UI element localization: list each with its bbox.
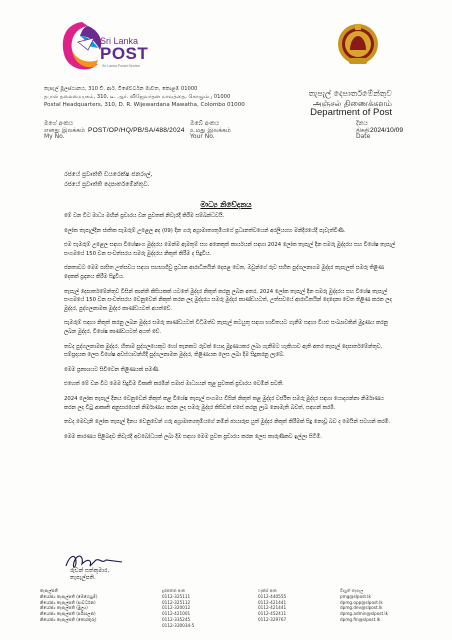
body-paragraph: එහෙත් මේ වන විට මෙම සිදුවීම විකෘති කරමින් සමාජ මාධ්‍යයන් තුළ පුවතක් ප්‍රචාරය වෙමින් පවතී. (64, 381, 284, 388)
letter-title: මාධ්‍ය නිවේදනය (200, 200, 252, 209)
date-label-si: දිනය (356, 120, 368, 127)
post-logo-icon (58, 16, 106, 76)
body-paragraph: තවද මෙවැනි ලෝක තැපැල් දිනය වෙනුවෙන් ගරු අග්‍රාමාත්‍යතුමියගේ නමින් ඡායාරූප යුත් මුද්දර නිකුත් කිරීමක් සිදු නොවූ බව ද මෙයින් සටහන් කරමි. (64, 419, 391, 426)
body-paragraph: මේ වන විට මාධ්‍ය මඟින් ප්‍රචාරය වන පුවතක් නිවැරදි කිරීම සම්බන්ධවයි. (64, 213, 225, 219)
date-label-en: Date (356, 133, 371, 140)
footer-phone: 0112-325111 (162, 593, 191, 599)
body-paragraph: මෙම කාරණය පිළිබඳව නිවැරදි අවබෝධයක් ලබා දීම සඳහා මෙම පුවත ප්‍රචාරය කරන ලෙස කාරුණිකව ඉල්ලා සිටිමි. (64, 433, 323, 440)
footer-titles (40, 588, 98, 623)
signer-name: රුවන් සත්කුමාර, (70, 568, 110, 574)
sri-lanka-post-logo (58, 16, 158, 76)
footer-fax: 0112-421441 (258, 599, 287, 605)
footer-phones (162, 588, 194, 629)
letter-body (64, 212, 396, 447)
body-paragraph: ලෝක තැපැල්දින ජාතික සැමරුම් උළෙල අද (09) දින ගරු අග්‍රාමාත්‍යතුමියගේ ප්‍රධානත්වයෙන් අරලියගහ මන්දිරයේදී පැවැත්විණි. (64, 227, 346, 234)
footer-email[interactable]: dpmg.admin@slpost.lk (340, 611, 389, 617)
address-tamil: தபால் தலைமையகம், 310, டீ. ஆர். விஜேவர்தன மாவத்தை, கொழும்பு 01000 (44, 94, 231, 100)
footer-email-head: විද්‍යුත් තැපැල (340, 588, 364, 593)
footer-title-item: නියෝජ්‍ය තැපැල්පති (මෙහෙයුම්) (40, 593, 98, 599)
dept-tamil: அஞ்சல் திணைக்களம் (312, 98, 392, 108)
footer-emails (340, 588, 388, 623)
my-no-label (44, 121, 85, 141)
footer-fax-head: ෆැක්ස් අංක (258, 588, 277, 593)
your-no-label-ta: உமது இலக்கம் (190, 126, 231, 134)
your-no-label-si: ඔබේ අංකය (190, 120, 220, 127)
date-value: 2024/10/09 (370, 127, 404, 134)
recipient-block (64, 170, 152, 190)
address-english: Postal Headquarters, 310, D. R. Wijewardana Mawatha, Colombo 01000 (44, 102, 245, 108)
signer-block (70, 568, 109, 582)
footer-email[interactable]: dpmg.dev@slpost.lk (340, 605, 383, 611)
footer-title-item: තැපැල්පති (40, 588, 59, 593)
footer-phone: 0112-335245 (162, 616, 191, 622)
my-no-value: POST/OP/HQ/PB/SA/488/2024 (88, 127, 185, 134)
your-no-label (190, 121, 231, 141)
footer-title-item: නියෝජ්‍ය තැපැල්පති (තොරතුරු) (40, 616, 97, 622)
body-paragraph: තවද පුද්ගලනාමක මුද්දර, හිතාම පුද්ගලයෙකුට හෝ තැනකට රුවක් යොදා මුද්‍රණයකර ලබා ගැනීමට හැකියාව ඇති අතර තැපැල් දෙපාර්තමේන්තුව, සම්ප්‍රදායක ලෙස විශේෂ අවස්ථාවන්හිදී පුද්ගලනාමක මුද්දර, තිළිණයක ලෙස ලබා දීම සිදුකරනු ලැබේ. (64, 343, 383, 359)
footer-fax: 0112-421441 (258, 605, 287, 611)
footer-fax: 0112-329767 (258, 616, 287, 622)
footer-fax: 0112-440555 (258, 593, 287, 599)
footer-phone: 0112-330034-5 (162, 622, 195, 628)
my-no-label-si: මගේ අංකය (44, 120, 74, 127)
address-sinhala: තැපැල් මූලස්ථානය, 310 ඩී. ආර්. විජේවර්ධන මාවත, කොළඹ 01000 (44, 86, 198, 92)
date-label (356, 121, 370, 141)
my-no-label-en: My No. (44, 133, 65, 140)
brand-tagline: Sri Lanka Postal Service (102, 64, 141, 68)
footer-phone: 0112-421001 (162, 611, 191, 617)
footer-title-item: නියෝජ්‍ය තැපැල්පති (පරිපාලන) (40, 611, 96, 617)
national-emblem-icon (336, 20, 380, 68)
body-paragraph: ජනතාවට මෙම පාසිත උත්සවය සඳහා සහභාගිවු ප්‍රධාන ආරාධිතයින් දෙපළ වෙත, ඔවුන්ගේ රුව සහිත පුද්ගලනාගම මුද්දර තැපැලත් සමරු තිළිණ දෙකක් ප්‍රදානය කිරීම සිදුවිය. (64, 265, 384, 280)
your-no-label-en: Your No. (190, 133, 215, 140)
hq-address (44, 85, 245, 109)
my-no-label-ta: எனது இலக்கம் (44, 126, 85, 134)
signer-title: තැපැල්පති. (70, 575, 96, 581)
dept-english: Department of Post (310, 107, 392, 118)
date-label-ta: திகதி (356, 126, 370, 134)
body-paragraph: 2024 ලෝක තැපැල් දිනය වෙනුවෙන් නිකුත් කළ විශේෂ තැපැල් සංගමය විසින් නිකුත් කළ මුද්දර වර්ජිත සමරු මුද්දර සඳහා යොදාගන්නා නිර්මාණය කරන ලද විටු ආකෘති අනුසාරයෙන් නිර්මාණය කරන ලද සමරු මුද්දර කිසිවක් එසේ කරනු ලැබ නොමැති බවත්, සඳහන් කරමි. (64, 395, 384, 411)
recipient-line: රජයේ ප්‍රවෘත්ති ඩයරෙක්ෂ ජනරාල්, (64, 171, 153, 178)
footer-phone: 0112-325112 (162, 599, 191, 605)
footer-title-item: නියෝජ්‍ය තැපැල්පති (සංවර්ධන) (40, 599, 96, 605)
footer-phone-head: දුරකතන අංක (162, 588, 185, 593)
national-emblem (336, 20, 380, 68)
body-paragraph: සැමරුම් සඳහා නිකුත් කරනු ලබන මුද්දර සමරු කාණ්ඩයටත් විධිමත්ව තැපැල් කටයුතු සඳහා භාවිතයට ගැනීම සඳහා වියළු සංඛ්‍යාවකින් මුද්‍රණය කරනු ලබන මුද්දර, විශේෂ කාණ්ඩයටත් අයත් වේ. (64, 320, 388, 335)
brand-top-text: Sri Lanka (100, 36, 139, 46)
footer-email[interactable]: dpmg.fin@slpost.lk (340, 616, 381, 622)
body-paragraph: තැපැල් දෙපාර්තමේන්තුව විසින් කාන්ති කිසියකක් යටතේ මුද්දර නිකුත් කරනු ලබන අතර, 2024 ලෝක තැපැල් දින සමරු මුද්දරය සහ විශේෂ තැපැල් සංගමයේ 150 වන සංවත්සරය වෙනුවෙන් නිකුත් කරන ලද මුද්දරය සමරු මුද්දර කාණ්ඩයටත්, උත්සවයේ ආරාධිතයින් දෙදෙනා වෙත තිළිණ කරන ලද මුද්දර, පුද්ගලනාමක මුද්දර කාණ්ඩයටත් අයත්වේ. (64, 288, 392, 312)
body-paragraph: එම සැමරුම් උළෙල සඳහා විශේෂාංග මුද්දරය මෙන්ම ඇමතුම් සහ අනෙකුත් කාර්යයන් සඳහා 2024 ලෝක තැපැල් දින සමරු මුද්දරය සහ විශේෂ තැපැල් සංගමයේ 150 වන සංවත්සරය සමරු මුද්දරය නිකුත් කිරීම ද සිදුවිය. (64, 242, 396, 257)
footer-faxes (258, 588, 286, 623)
footer-fax: 0112-452411 (258, 611, 287, 617)
body-paragraph: මෙම ප්‍රකාශයට සිවිවෙන තිළිණයක් පමණි. (64, 366, 160, 373)
recipient-line: රජයේ ප්‍රවෘත්ති දෙපාර්තමේන්තුව. (64, 181, 150, 188)
footer-email[interactable]: dpmg.opp@slpost.lk (340, 599, 383, 605)
department-name (309, 89, 392, 118)
dept-sinhala: තැපැල් දෙපාර්තමේන්තුව (308, 89, 392, 98)
footer-title-item: නියෝජ්‍ය තැපැල්පති (මුල්‍ය) (40, 605, 88, 611)
brand-main-text: POST (100, 44, 149, 63)
footer-email[interactable]: pmg@slpost.lk (340, 593, 371, 599)
footer-phone: 0112-320012 (162, 605, 191, 611)
